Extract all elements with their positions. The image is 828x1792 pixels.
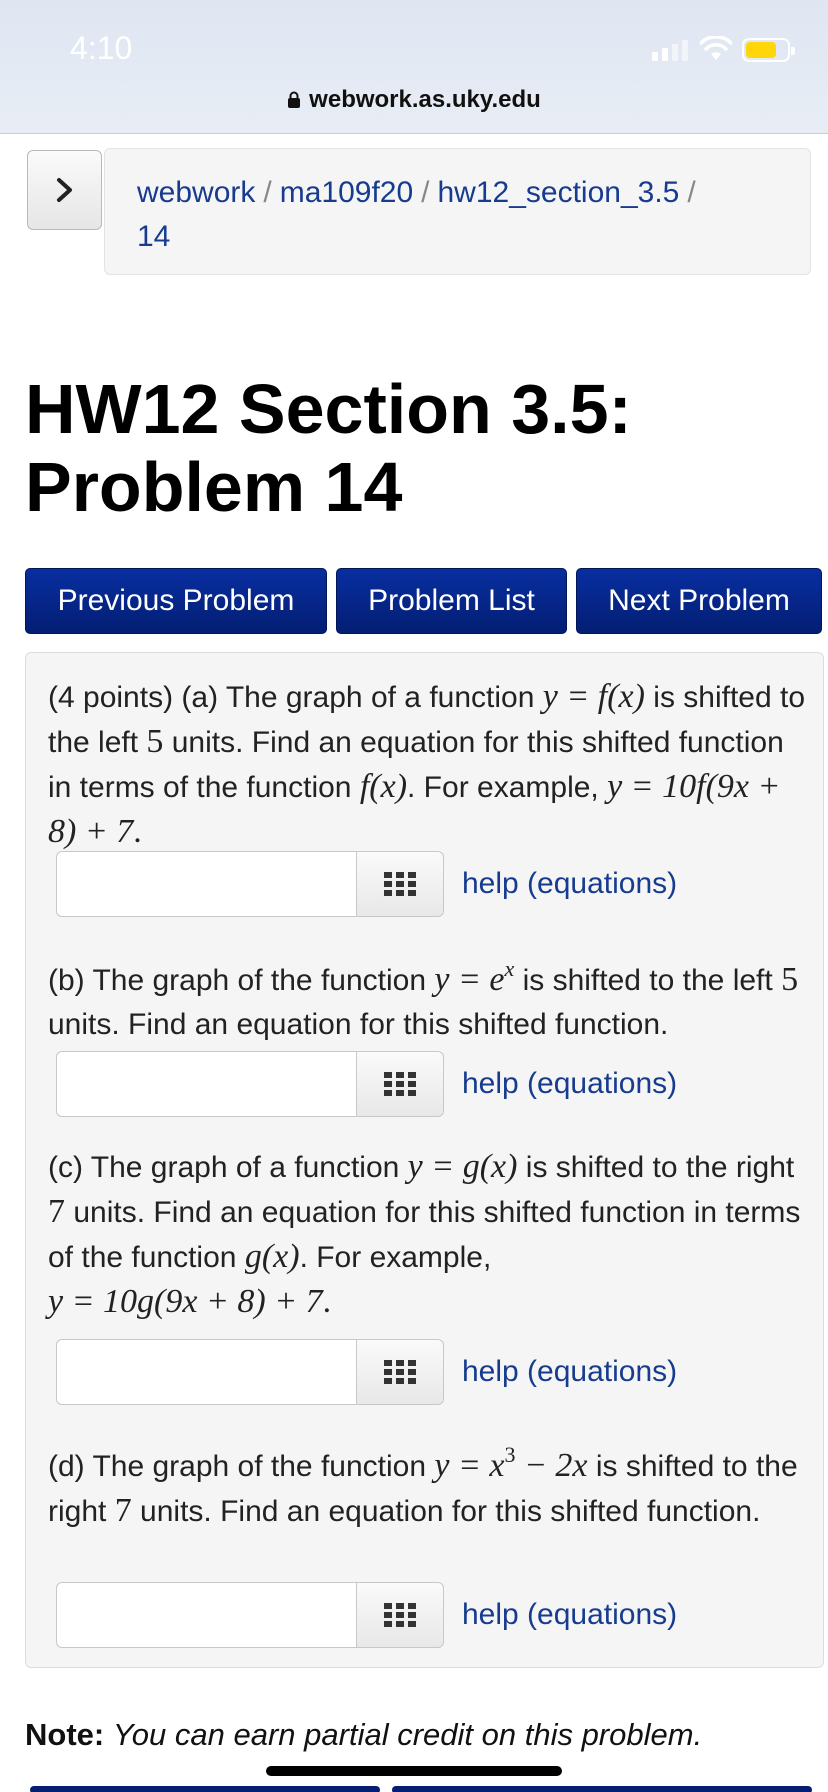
sidebar-toggle-button[interactable] (27, 150, 102, 230)
breadcrumb-separator: / (687, 176, 696, 209)
page-title (25, 370, 805, 526)
help-equations-link[interactable]: help (equations) (462, 867, 678, 900)
next-problem-button[interactable]: Next Problem (576, 568, 822, 634)
cropped-submit-button[interactable] (30, 1786, 380, 1792)
browser-top-bar (0, 0, 828, 134)
page-title-line1: HW12 Section 3.5: (25, 370, 632, 448)
partial-credit-note (25, 1717, 702, 1753)
equation-editor-button[interactable] (356, 1339, 444, 1405)
note-text: You can earn partial credit on this problem. (112, 1717, 703, 1752)
breadcrumb-separator: / (263, 176, 272, 209)
part-b-answer-row (56, 1051, 677, 1117)
cellular-signal-icon (652, 40, 688, 61)
breadcrumb-link-course[interactable]: ma109f20 (279, 176, 414, 209)
lock-icon (287, 91, 301, 109)
equation-editor-button[interactable] (356, 1051, 444, 1117)
part-c-answer-row (56, 1339, 677, 1405)
battery-icon (742, 38, 790, 62)
part-a-text: (4 points) (a) The graph of a function y = f(x) is shifted to the left 5 units. Find an equation for this shifted function in terms of the function f(x). For example, y = 10f(9x + 8) + 7. (48, 678, 806, 850)
part-a-answer-input[interactable] (56, 851, 356, 917)
url-bar[interactable] (0, 86, 828, 114)
help-equations-link[interactable]: help (equations) (462, 1355, 678, 1388)
part-d-answer-input[interactable] (56, 1582, 356, 1648)
breadcrumb (104, 148, 811, 275)
chevron-right-icon (55, 177, 75, 203)
status-time: 4:10 (70, 30, 133, 66)
keypad-grid-icon (384, 1072, 416, 1096)
keypad-grid-icon (384, 1360, 416, 1384)
breadcrumb-current-problem[interactable]: 14 (137, 220, 171, 253)
page-title-line2: Problem 14 (25, 448, 403, 526)
note-label: Note: (25, 1717, 105, 1752)
breadcrumb-link-webwork[interactable]: webwork (137, 176, 256, 209)
equation-editor-button[interactable] (356, 1582, 444, 1648)
previous-problem-button[interactable]: Previous Problem (25, 568, 327, 634)
breadcrumb-link-set[interactable]: hw12_section_3.5 (437, 176, 680, 209)
part-b-answer-input[interactable] (56, 1051, 356, 1117)
wifi-icon (700, 36, 732, 62)
part-a-answer-row (56, 851, 677, 917)
part-c-answer-input[interactable] (56, 1339, 356, 1405)
part-c-text: (c) The graph of a function y = g(x) is shifted to the right 7 units. Find an equation for this shifted function in terms of the function g(x). For example, y = 10g(9x + 8) + 7. (48, 1148, 801, 1320)
help-equations-link[interactable]: help (equations) (462, 1598, 678, 1631)
help-equations-link[interactable]: help (equations) (462, 1067, 678, 1100)
cropped-check-button[interactable] (392, 1786, 812, 1792)
part-b-text: (b) The graph of the function $y = e^x$ is shifted to the left 5 units. Find an equation for this shifted function. (48, 956, 799, 1041)
part-d-text: (d) The graph of the function $y = x^3 - 2x$ is shifted to the right 7 units. Find an equation for this shifted function. (48, 1442, 798, 1529)
url-domain: webwork.as.uky.edu (309, 86, 541, 113)
problem-body (25, 652, 824, 1668)
keypad-grid-icon (384, 872, 416, 896)
breadcrumb-separator: / (421, 176, 430, 209)
keypad-grid-icon (384, 1603, 416, 1627)
equation-editor-button[interactable] (356, 851, 444, 917)
home-indicator (266, 1766, 562, 1776)
problem-list-button[interactable]: Problem List (336, 568, 567, 634)
part-d-answer-row (56, 1582, 677, 1648)
